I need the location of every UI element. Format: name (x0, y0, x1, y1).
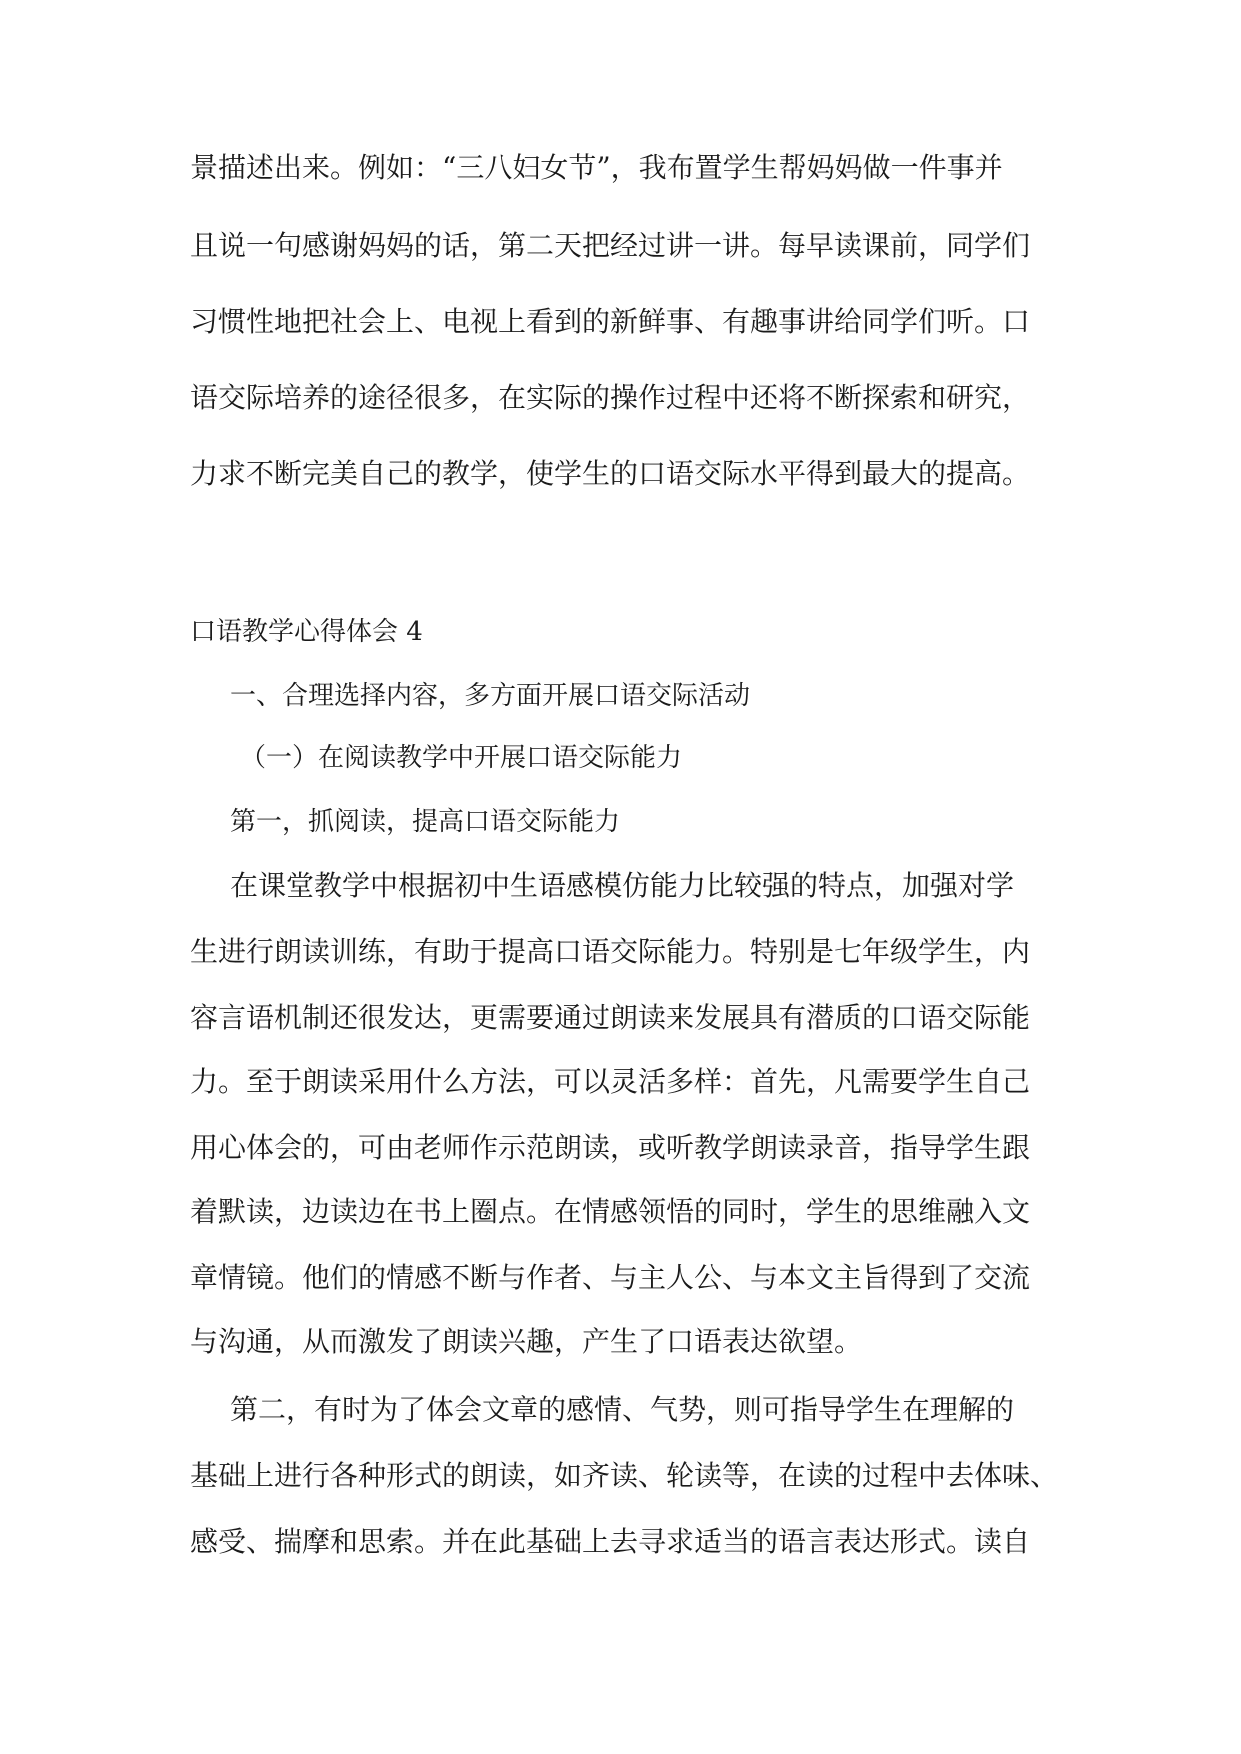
subheading-2: （一）在阅读教学中开展口语交际能力 (240, 743, 683, 773)
para1-line-5: 用心体会的，可由老师作示范朗读，或听教学朗读录音，指导学生跟 (190, 1131, 1031, 1164)
para1-line-1: 在课堂教学中根据初中生语感模仿能力比较强的特点，加强对学 (230, 869, 1015, 902)
subheading-3: 第一，抓阅读，提高口语交际能力 (230, 807, 621, 837)
para1-line-3: 容言语机制还很发达，更需要通过朗读来发展具有潜质的口语交际能 (190, 1001, 1031, 1034)
intro-line-2: 且说一句感谢妈妈的话，第二天把经过讲一讲。每早读课前，同学们 (190, 229, 1031, 262)
para2-line-2: 基础上进行各种形式的朗读，如齐读、轮读等，在读的过程中去体味、 (190, 1459, 1059, 1492)
intro-line-5: 力求不断完美自己的教学，使学生的口语交际水平得到最大的提高。 (190, 457, 1031, 490)
para2-line-3: 感受、揣摩和思索。并在此基础上去寻求适当的语言表达形式。读自 (190, 1525, 1031, 1558)
para2-line-1: 第二，有时为了体会文章的感情、气势，则可指导学生在理解的 (230, 1393, 1015, 1426)
intro-line-1: 景描述出来。例如：“三八妇女节”，我布置学生帮妈妈做一件事并 (190, 151, 1003, 184)
para1-line-2: 生进行朗读训练，有助于提高口语交际能力。特别是七年级学生，内 (190, 935, 1031, 968)
subheading-1: 一、合理选择内容，多方面开展口语交际活动 (230, 681, 751, 711)
para1-line-4: 力。至于朗读采用什么方法，可以灵活多样：首先，凡需要学生自己 (190, 1065, 1031, 1098)
para1-line-6: 着默读，边读边在书上圈点。在情感领悟的同时，学生的思维融入文 (190, 1195, 1031, 1228)
intro-line-3: 习惯性地把社会上、电视上看到的新鲜事、有趣事讲给同学们听。口 (190, 305, 1031, 338)
para1-line-7: 章情镜。他们的情感不断与作者、与主人公、与本文主旨得到了交流 (190, 1261, 1031, 1294)
section-title: 口语教学心得体会 4 (190, 617, 423, 647)
intro-line-4: 语交际培养的途径很多，在实际的操作过程中还将不断探索和研究， (190, 381, 1031, 414)
para1-line-8: 与沟通，从而激发了朗读兴趣，产生了口语表达欲望。 (190, 1325, 863, 1358)
